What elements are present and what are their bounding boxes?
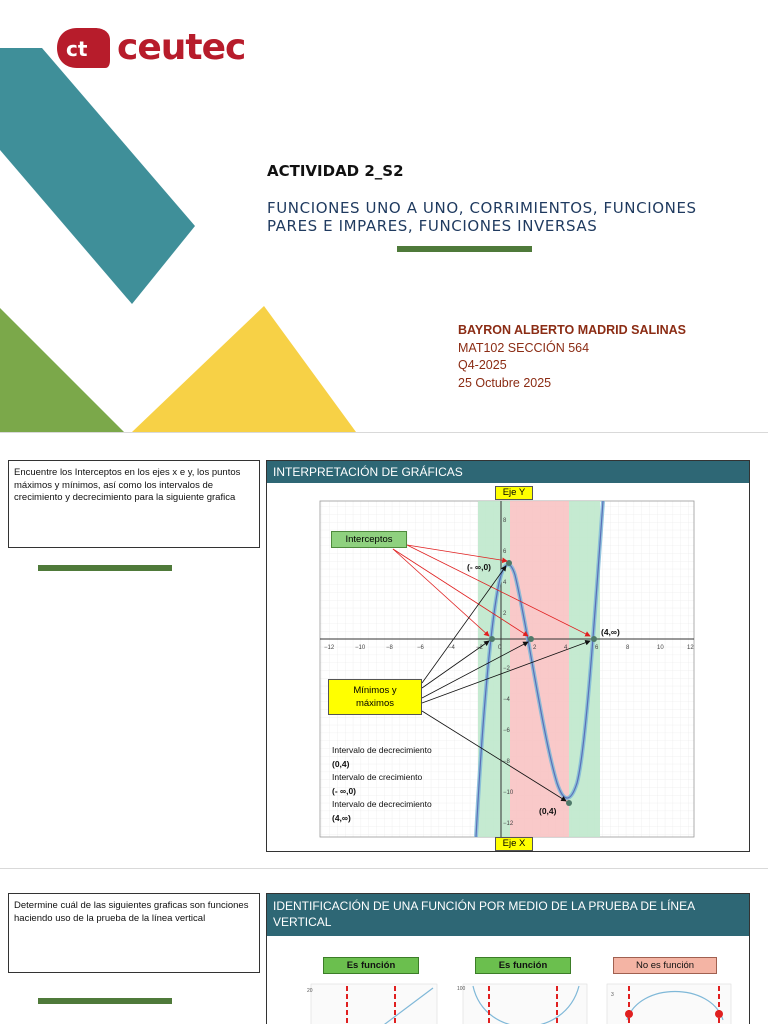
- interval2-label: Intervalo de crecimiento: [332, 772, 423, 782]
- title-slide: [0, 0, 768, 432]
- y-tick: 6: [503, 549, 507, 555]
- x-tick: 10: [657, 645, 664, 651]
- interval3-label: Intervalo de decrecimiento: [332, 799, 432, 809]
- y-tick: −6: [503, 728, 510, 734]
- label-es-funcion-1: Es función: [323, 957, 419, 974]
- y-tick: 8: [503, 518, 507, 524]
- ceutec-logo-text: ceutec: [117, 27, 246, 68]
- teal-stripe: [0, 48, 195, 304]
- yellow-triangle: [132, 306, 356, 432]
- x-tick: −6: [417, 645, 424, 651]
- term: Q4-2025: [458, 358, 507, 372]
- x-tick: 12: [687, 645, 694, 651]
- prompt-box-graph: [8, 460, 260, 548]
- course-code: MAT102 SECCIÓN 564: [458, 340, 590, 355]
- date: 25 Octubre 2025: [458, 375, 552, 390]
- y-tick: −12: [503, 821, 514, 827]
- graph-3-tick: 3: [611, 992, 614, 998]
- label-es-funcion-2: Es función: [475, 957, 571, 974]
- interval-green-right: [569, 501, 600, 837]
- label-no-es-funcion: No es función: [613, 957, 717, 974]
- x-tick: −2: [476, 645, 483, 651]
- x-tick: −4: [448, 645, 455, 651]
- vertical-test-graphs: [267, 980, 749, 1024]
- subtitle-line-1: FUNCIONES UNO A UNO, CORRIMIENTOS, FUNCIONES: [267, 199, 697, 217]
- y-tick: 4: [503, 580, 507, 586]
- activity-subtitle: [267, 199, 747, 235]
- x-tick: 4: [564, 645, 568, 651]
- minimos-maximos-tag: [328, 679, 422, 715]
- title-underline: [397, 246, 532, 252]
- label-point-right: (4,∞): [601, 627, 620, 637]
- x-tick: 8: [626, 645, 630, 651]
- x-tick: 0: [498, 645, 502, 651]
- panel-header: IDENTIFICACIÓN DE UNA FUNCIÓN POR MEDIO DE LA PRUEBA DE LÍNEA VERTICAL: [267, 894, 749, 936]
- author-block: [458, 322, 686, 392]
- svg-text:ct: ct: [66, 37, 88, 61]
- graph-2-tick: 100: [457, 986, 466, 992]
- green-accent-bar: [38, 998, 172, 1004]
- intercept-point-right: [591, 636, 597, 642]
- prompt-box-vertical-test: [8, 893, 260, 973]
- panel-header: INTERPRETACIÓN DE GRÁFICAS: [267, 461, 749, 483]
- y-tick: −8: [503, 759, 510, 765]
- intercept-point-left: [489, 636, 495, 642]
- y-tick: −4: [503, 697, 510, 703]
- x-tick: 6: [595, 645, 599, 651]
- y-tick: 2: [503, 611, 507, 617]
- ceutec-logo-icon: [55, 26, 111, 70]
- eje-x-tag: Eje X: [495, 837, 533, 851]
- green-accent-bar: [38, 565, 172, 571]
- x-tick: −10: [355, 645, 366, 651]
- prompt-text: Encuentre los Interceptos en los ejes x e y, los puntos máximos y mínimos, así como los intervalos de crecimiento y decrecimiento para la siguiente grafica: [14, 467, 241, 503]
- graph-3: [607, 984, 731, 1024]
- y-tick: −2: [503, 666, 510, 672]
- eje-y-tag: Eje Y: [495, 486, 533, 500]
- author-name: BAYRON ALBERTO MADRID SALINAS: [458, 323, 687, 337]
- slide-separator: [0, 432, 768, 433]
- prompt-text: Determine cuál de las siguientes graficas son funciones haciendo uso de la prueba de la línea vertical: [14, 900, 249, 924]
- vertical-test-panel: [266, 893, 750, 1024]
- graph-1-tick: 20: [307, 988, 313, 994]
- minimos-line-2: máximos: [355, 698, 394, 709]
- graph-2: [457, 984, 587, 1024]
- x-tick: 2: [533, 645, 537, 651]
- subtitle-line-2: PARES E IMPARES, FUNCIONES INVERSAS: [267, 217, 598, 235]
- interval3-value: (4,∞): [332, 813, 351, 823]
- ceutec-logo: [55, 26, 245, 70]
- activity-title: ACTIVIDAD 2_S2: [267, 162, 404, 180]
- olive-triangle: [0, 308, 124, 432]
- interceptos-tag: Interceptos: [331, 531, 407, 548]
- graph-1: [307, 984, 437, 1024]
- interval1-label: Intervalo de decrecimiento: [332, 745, 432, 755]
- label-point-bottom: (0,4): [539, 806, 557, 816]
- x-tick: −12: [324, 645, 335, 651]
- x-tick: −8: [386, 645, 393, 651]
- y-tick: −10: [503, 790, 514, 796]
- intercept-point-middle: [528, 636, 534, 642]
- interval1-value: (0,4): [332, 759, 350, 769]
- graph-panel: [266, 460, 750, 852]
- interval2-value: (- ∞,0): [332, 786, 357, 796]
- label-point-top: (- ∞,0): [467, 562, 492, 572]
- minimos-line-1: Mínimos y: [353, 685, 397, 696]
- minimum-point: [566, 800, 572, 806]
- slide-separator: [0, 868, 768, 869]
